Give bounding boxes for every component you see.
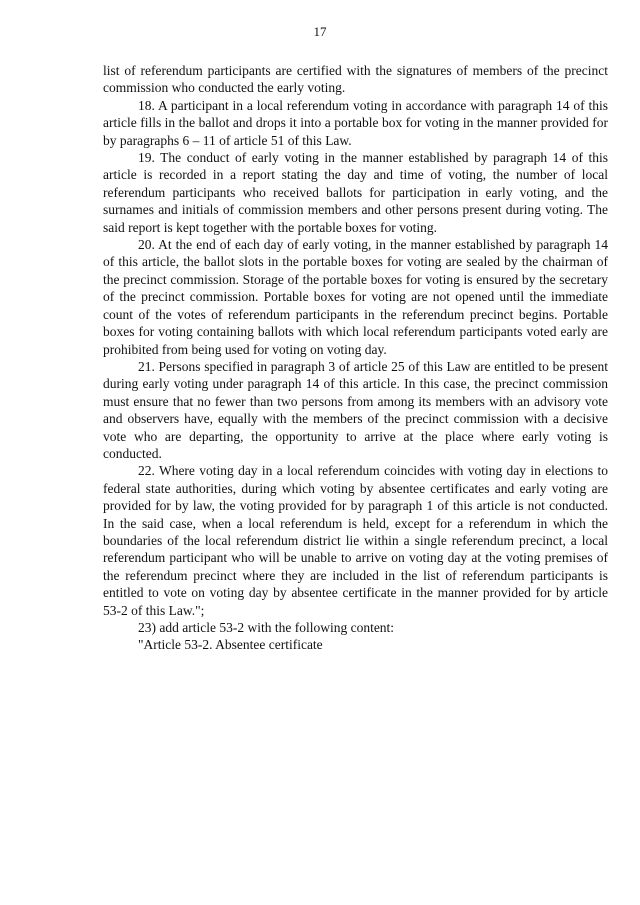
paragraph-21: 21. Persons specified in paragraph 3 of article 25 of this Law are entitled to be present during early voting under paragraph 14 of this article. In this case, the precinct commission must ensure that no fewer than two persons from among its members with an advisory vote and observers have, equally with the members of the precinct commission with a decisive vote who are departing, the opportunity to arrive at the place where early voting is conducted.	[103, 358, 608, 461]
paragraph-continuation: list of referendum participants are certified with the signatures of members of the precinct commission who conducted the early voting.	[103, 63, 608, 96]
paragraph-23-amendment: 23) add article 53-2 with the following content:	[138, 620, 395, 635]
article-heading: "Article 53-2. Absentee certificate	[138, 637, 323, 653]
paragraph-19: 19. The conduct of early voting in the manner established by paragraph 14 of this article is recorded in a report stating the day and time of voting, the number of local referendum participants who received ballots for participation in early voting, and the surnames and initials of commission members and other persons present during voting. The said report is kept together with the portable boxes for voting.	[103, 150, 608, 235]
document-body	[103, 62, 608, 654]
page-number: 17	[313, 24, 327, 39]
paragraph-20: 20. At the end of each day of early voting, in the manner established by paragraph 14 of this article, the ballot slots in the portable boxes for voting are sealed by the chairman of the precinct commission. Storage of the portable boxes for voting is ensured by the secretary of the precinct commission. Portable boxes for voting are not opened until the immediate count of the votes of referendum participants in the referendum precinct begins. Portable boxes for voting containing ballots with which local referendum participants voted early are prohibited from being used for voting on voting day.	[103, 237, 608, 357]
paragraph-22: 22. Where voting day in a local referendum coincides with voting day in elections to federal state authorities, during which voting by absentee certificates and early voting are provided for by law, the voting provided for by paragraph 1 of this article is not conducted. In the said case, when a local referendum is held, except for a referendum in which the boundaries of the local referendum district lie within a single referendum precinct, a local referendum participant who will be unable to arrive on voting day at the voting premises of the referendum precinct where they are included in the list of referendum participants is entitled to vote on voting day by absentee certificate in the manner provided for by article 53-2 of this Law.";	[103, 463, 608, 618]
paragraph-18: 18. A participant in a local referendum voting in accordance with paragraph 14 of this article fills in the ballot and drops it into a portable box for voting in the manner provided for by paragraphs 6 – 11 of article 51 of this Law.	[103, 97, 608, 148]
